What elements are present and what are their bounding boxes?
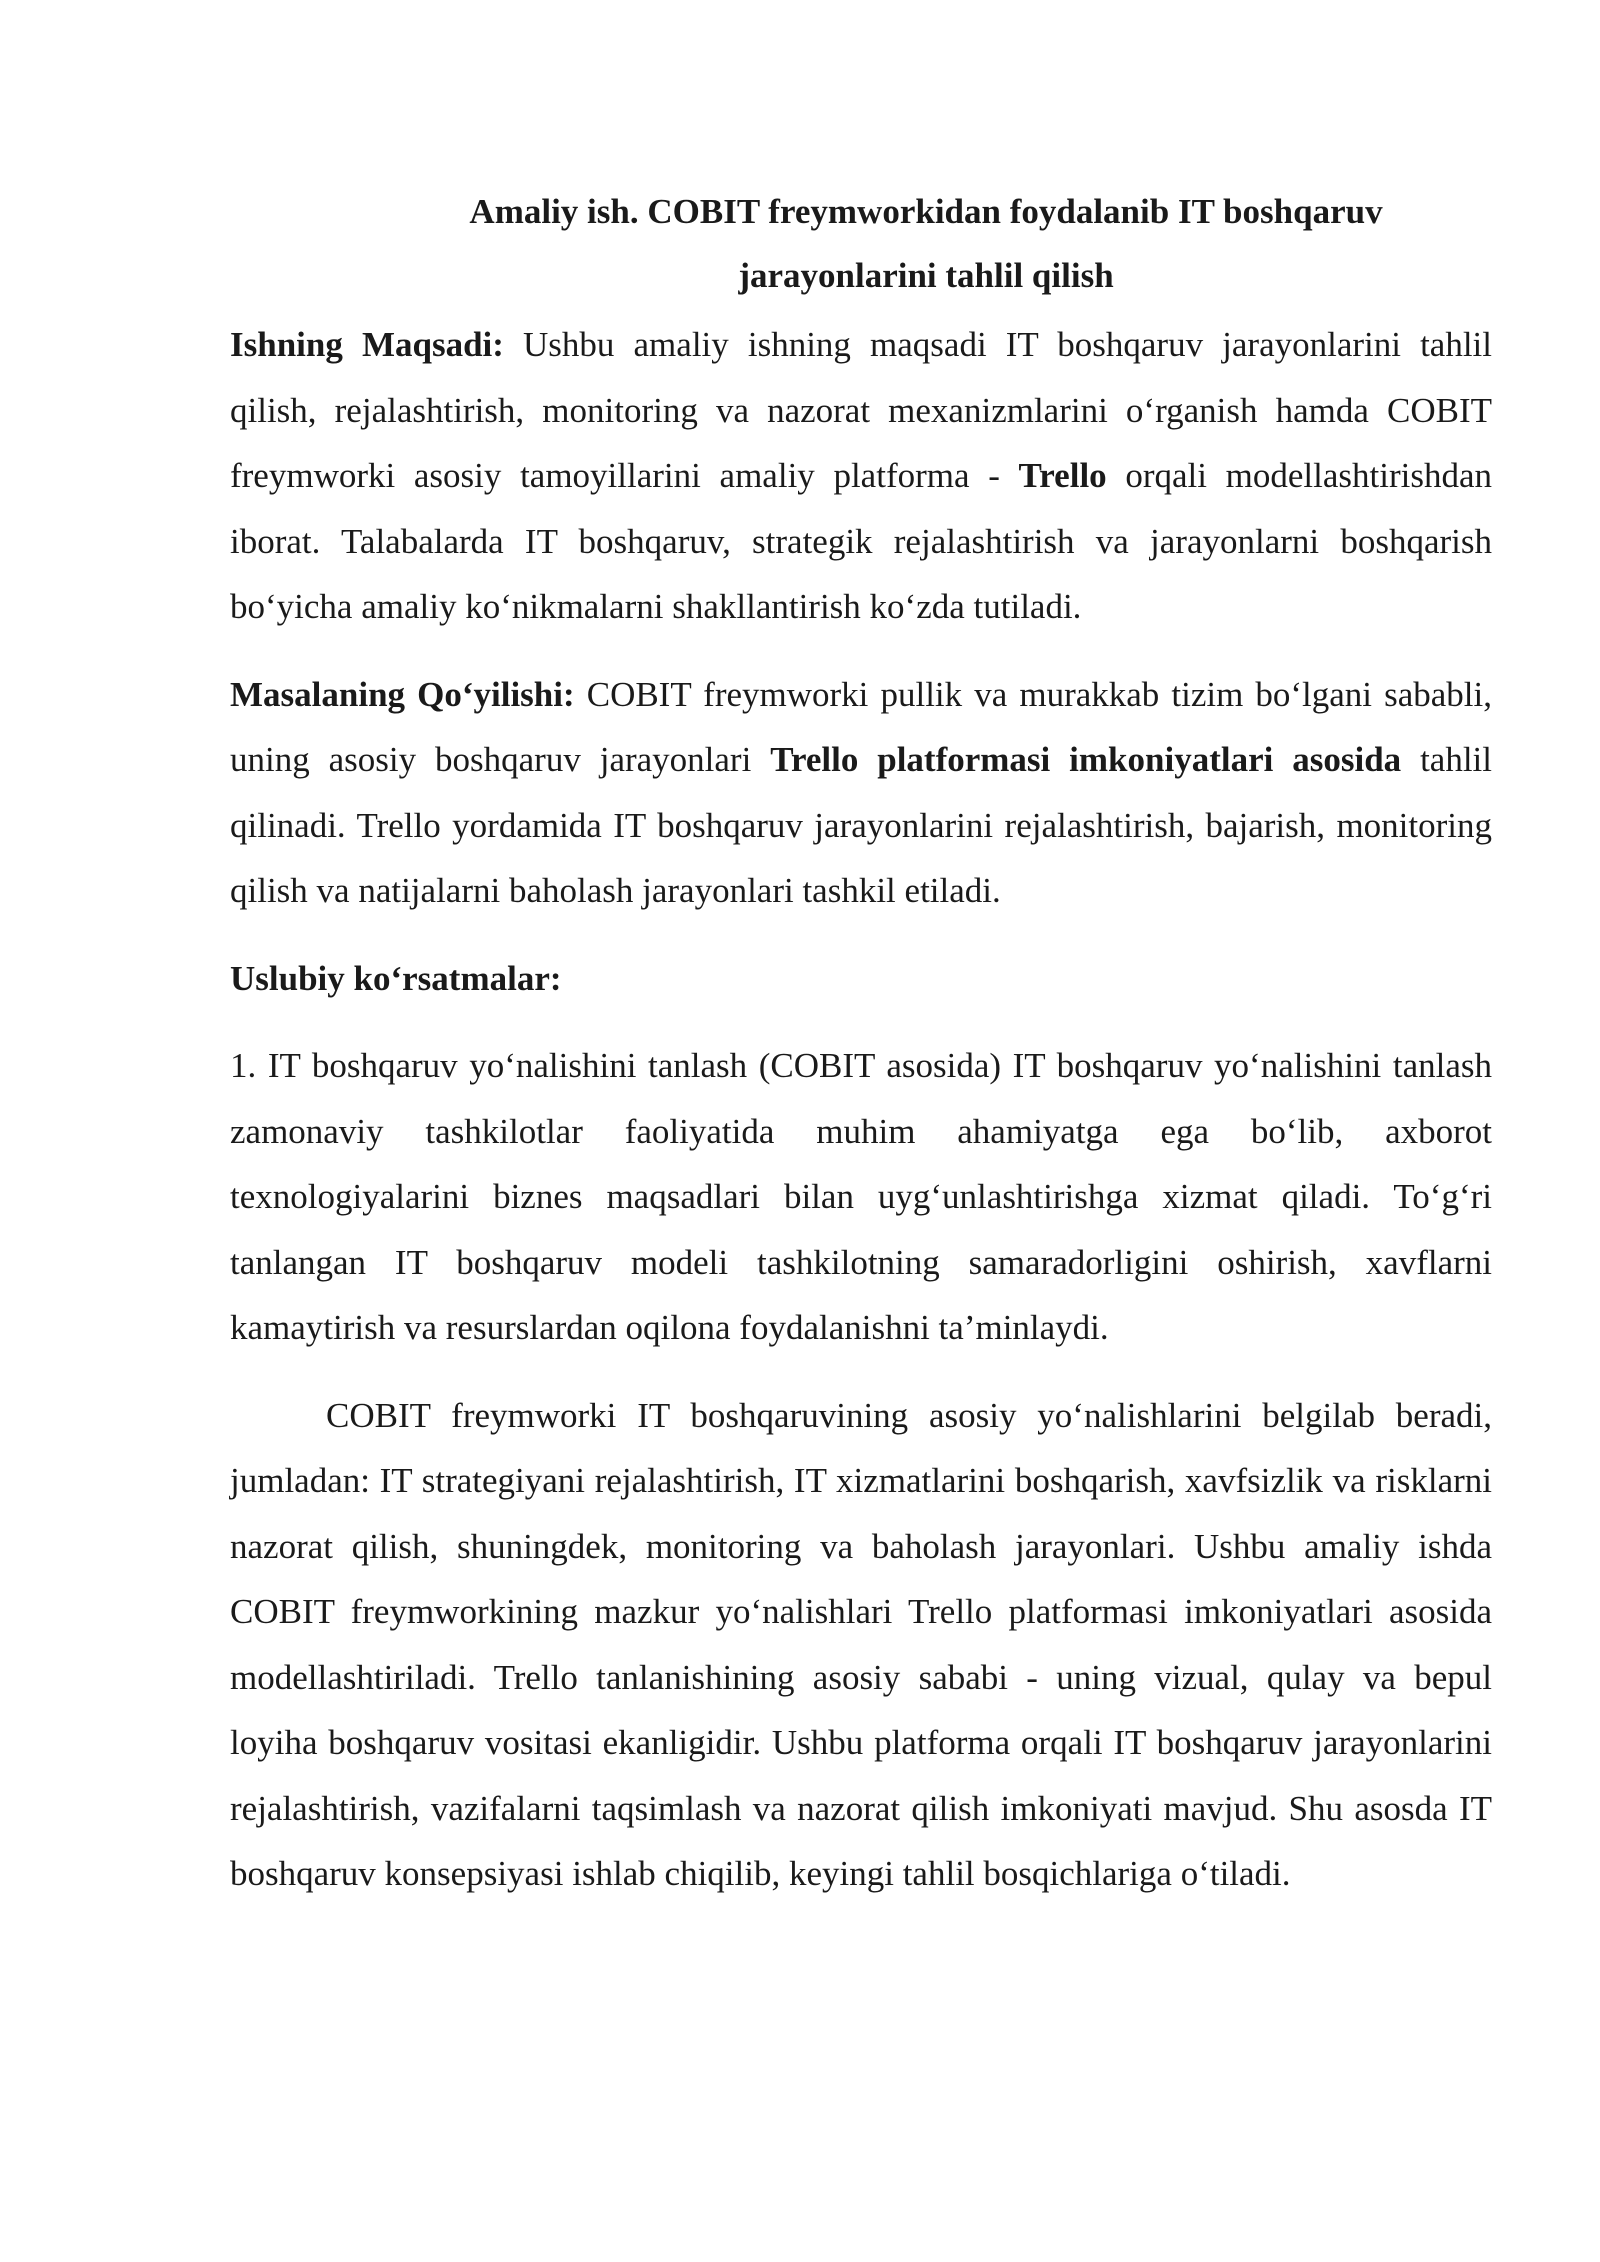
goal-label: Ishning Maqsadi: bbox=[230, 325, 504, 364]
guideline-paragraph-1: 1. IT boshqaruv yo‘nalishini tanlash (COBIT asosida) IT boshqaruv yo‘nalishini tanlash zamonaviy tashkilotlar faoliyatida muhim ahamiyatga ega bo‘lib, axborot texnologiyalarini biznes maqsadlari bilan uyg‘unlashtirishga xizmat qiladi. To‘g‘ri tanlangan IT boshqaruv modeli tashkilotning samaradorligini oshirish, xavflarni kamaytirish va resurslardan oqilona foydalanishni ta’minlaydi. bbox=[230, 1046, 1492, 1347]
guideline-paragraph-2: COBIT freymworki IT boshqaruvining asosiy yo‘nalishlarini belgilab beradi, jumladan: IT strategiyani rejalashtirish, IT xizmatlarini boshqarish, xavfsizlik va risklarni nazorat qilish, shuningdek, monitoring va baholash jarayonlari. Ushbu amaliy ishda COBIT freymworkining mazkur yo‘nalishlari Trello platformasi imkoniyatlari asosida modellashtiriladi. Trello tanlanishining asosiy sababi - uning vizual, qulay va bepul loyiha boshqaruv vositasi ekanligidir. Ushbu platforma orqali IT boshqaruv jarayonlarini rejalashtirish, vazifalarni taqsimlash va nazorat qilish imkoniyati mavjud. Shu asosda IT boshqaruv konsepsiyasi ishlab chiqilib, keyingi tahlil bosqichlariga o‘tiladi. bbox=[230, 1395, 1492, 1893]
problem-text-b: tahlil qilinadi. Trello yordamida IT boshqaruv jarayonlarini rejalashtirish, bajarish, monitoring qilish va natijalarni baholash jarayonlari tashkil etiladi. bbox=[230, 740, 1492, 910]
goal-paragraph bbox=[230, 312, 1492, 640]
title-line-1: Amaliy ish. COBIT freymworkidan foydalanib IT boshqaruv bbox=[469, 192, 1383, 231]
goal-text-a: Ushbu amaliy ishning maqsadi IT boshqaruv jarayonlarini tahlil qilish, rejalashtirish, monitoring va nazorat mexanizmlarini o‘rganish hamda COBIT freymworki asosiy tamoyillarini amaliy platforma - bbox=[230, 325, 1493, 495]
guidelines-heading: Uslubiy ko‘rsatmalar: bbox=[230, 958, 562, 998]
problem-text-a: COBIT freymworki pullik va murakkab tizim bo‘lgani sababli, uning asosiy boshqaruv jarayonlari bbox=[230, 674, 1492, 779]
problem-label: Masalaning Qo‘yilishi: bbox=[230, 674, 575, 714]
document-title bbox=[230, 180, 1492, 308]
goal-text-b: orqali modellashtirishdan iborat. Talabalarda IT boshqaruv, strategik rejalashtirish va jarayonlarni boshqarish bo‘yicha amaliy ko‘nikmalarni shakllantirish ko‘zda tutiladi. bbox=[230, 456, 1493, 626]
problem-bold-trello-platform: Trello platformasi imkoniyatlari asosida bbox=[770, 740, 1402, 779]
document-body bbox=[230, 180, 1492, 1929]
goal-bold-trello: Trello bbox=[1018, 456, 1107, 495]
title-line-2: jarayonlarini tahlil qilish bbox=[738, 256, 1114, 295]
problem-paragraph bbox=[230, 662, 1492, 924]
